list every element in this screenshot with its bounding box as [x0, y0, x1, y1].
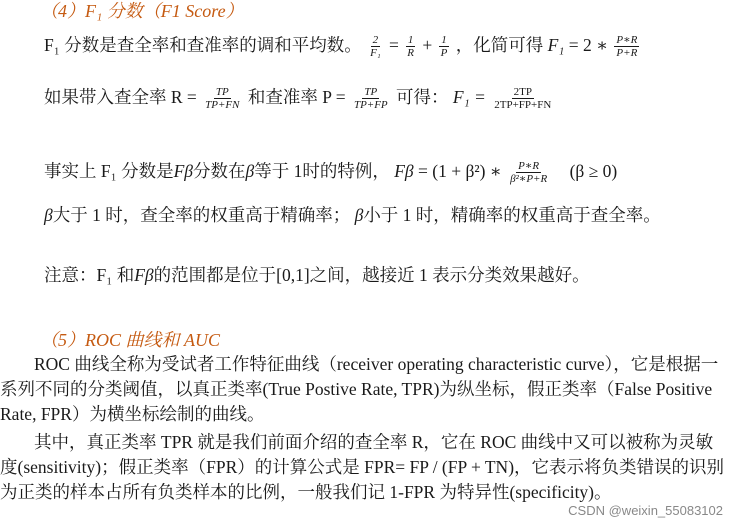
f-beta-fraction: $\frac{P∗R}{\text{β²∗P+R}}$ [510, 160, 548, 186]
simplify-text: ，化简可得 [455, 35, 544, 55]
beta-condition: (β ≥ 0) [569, 161, 618, 181]
f1-definition-line: F₁ 分数是查全率和查准率的调和平均数。 $\frac{2}{\text{F₁}}$ = $\frac{1}{R}$ + $\frac{1}{P}$ ，化简可得 F₁ = 2 ∗ $\frac{P∗R}{P+R}$ [44, 34, 638, 60]
tpr-fpr-paragraph: 其中，真正类率 TPR 就是我们前面介绍的查全率 R，它在 ROC 曲线中又可以被称为灵敏度(sensitivity)；假正类率（FPR）的计算公式是 FPR= FP / (FP + TN)，它表示将负类错误的识别为正类的样本占所有负类样本的比例，一般我们记 1-FPR 为特异性(specificity)。 [0, 432, 725, 502]
beta-symbol: β [354, 205, 364, 225]
csdn-watermark: CSDN @weixin_55083102 [568, 503, 723, 518]
fraction-pr-over-p-plus-r: $\frac{P∗R}{P+R}$ [616, 34, 638, 60]
f-beta-symbol: Fβ [394, 161, 414, 181]
fraction-1-over-p: $\frac{1}{P}$ [440, 34, 448, 60]
beta-symbol: β [44, 205, 53, 225]
beta-symbol: β [245, 161, 255, 181]
section4-heading: （4）F₁ 分数（F1 Score） [40, 1, 244, 21]
beta-weight-line: β大于 1 时，查全率的权重高于精确率； β小于 1 时，精确率的权重高于查全率。 [44, 205, 661, 225]
note-line: 注意：F₁ 和Fβ的范围都是位于[0,1]之间，越接近 1 表示分类效果越好。 [44, 265, 590, 285]
f-beta-line: 事实上 F₁ 分数是Fβ分数在β等于 1时的特例， Fβ = (1 + β²) ∗ $\frac{P∗R}{\text{β²∗P+R}}$ (β ≥ 0) [44, 160, 618, 186]
recall-fraction: $\frac{TP}{TP+FN}$ [205, 86, 240, 112]
roc-definition-paragraph: ROC 曲线全称为受试者工作特征曲线（receiver operating characteristic curve），它是根据一系列不同的分类阈值，以真正类率(True Postive Rate, TPR)为纵坐标，假正类率（False Positive Rate, FPR）为横坐标绘制的曲线。 [0, 354, 719, 424]
section5-heading: （5）ROC 曲线和 AUC [40, 330, 220, 350]
precision-fraction: $\frac{TP}{TP+FP}$ [353, 86, 388, 112]
fraction-2-over-f1: $\frac{2}{\text{F₁}}$ [370, 34, 381, 60]
f-beta-symbol: Fβ [134, 265, 154, 285]
f1-symbol: F₁ = [452, 87, 486, 107]
f-beta-symbol: Fβ [173, 161, 193, 181]
f1-tp-fraction: $\frac{2TP}{2TP+FP+FN}$ [494, 86, 552, 112]
f1-symbol: F₁ [547, 35, 565, 55]
f1-substitution-line: 如果带入查全率 R = $\frac{TP}{TP+FN}$ 和查准率 P = $\frac{TP}{TP+FP}$ 可得： F₁ = $\frac{2TP}{2TP+FP+FN}$ [44, 86, 552, 112]
f1-definition-text: F₁ 分数是查全率和查准率的调和平均数。 [44, 35, 362, 55]
fraction-1-over-r: $\frac{1}{R}$ [407, 34, 414, 60]
